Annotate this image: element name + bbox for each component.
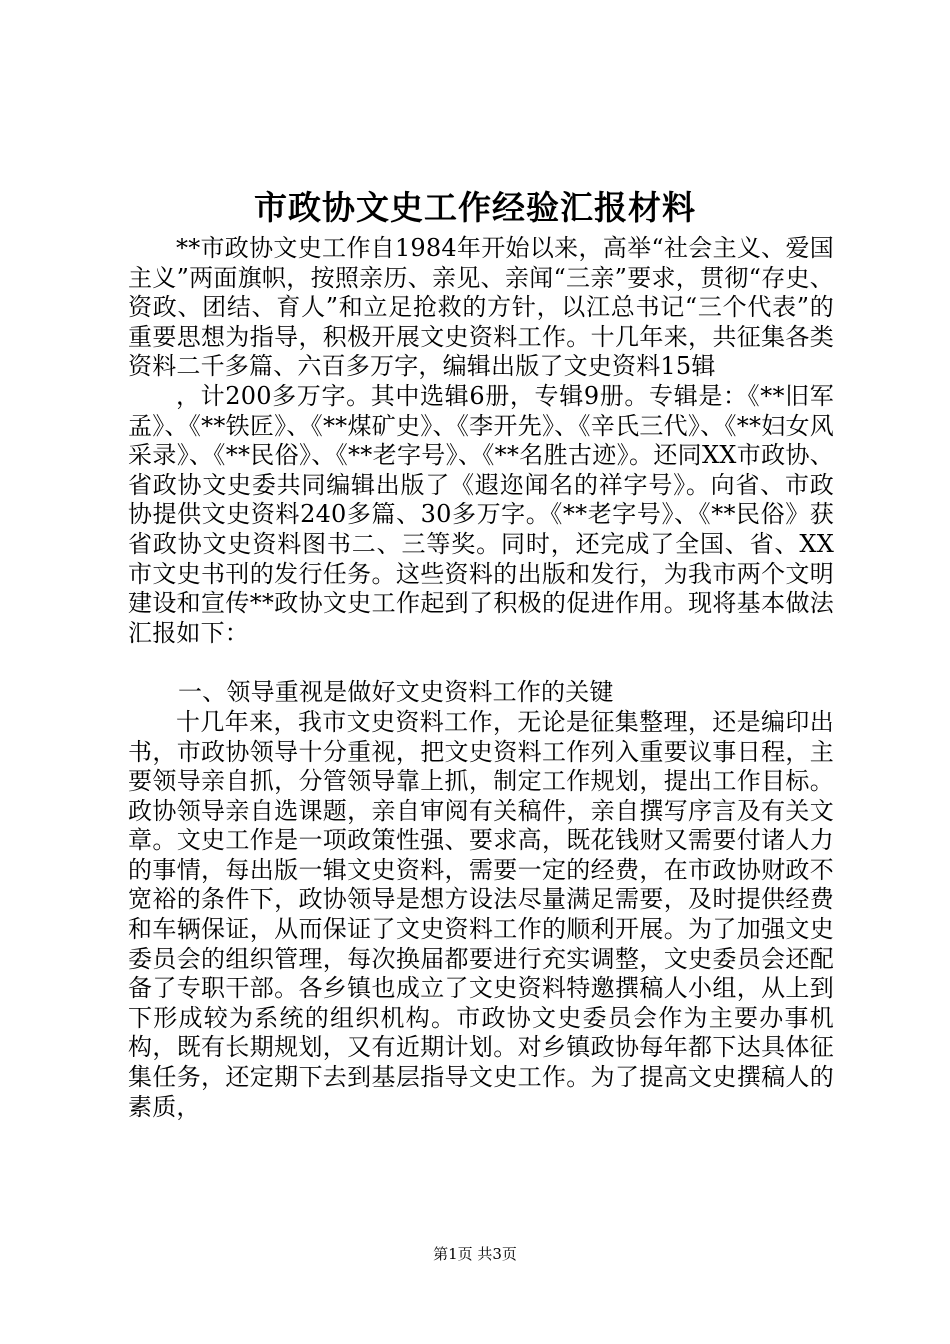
intro-paragraph-1: **市政协文史工作自1984年开始以来，高举“社会主义、爱国主义”两面旗帜，按照亲历、亲见、亲闻“三亲”要求，贯彻“存史、资政、团结、育人”和立足抢救的方针，以江总书记“三个代表”的重要思想为指导，积极开展文史资料工作。十几年来，共征集各类资料二千多篇、六百多万字，编辑出版了文史资料15辑 [128, 234, 834, 381]
page-number-footer: 第1页 共3页 [433, 1245, 517, 1263]
section-1-heading: 一、领导重视是做好文史资料工作的关键 [178, 678, 614, 707]
section-1-body: 十几年来，我市文史资料工作，无论是征集整理，还是编印出书，市政协领导十分重视，把文史资料工作列入重要议事日程，主要领导亲自抓，分管领导靠上抓，制定工作规划，提出工作目标。政协领导亲自选课题，亲自审阅有关稿件，亲自撰写序言及有关文章。文史工作是一项政策性强、要求高，既花钱财又需要付诸人力的事情，每出版一辑文史资料，需要一定的经费，在市政协财政不宽裕的条件下，政协领导是想方设法尽量满足需要，及时提供经费和车辆保证，从而保证了文史资料工作的顺利开展。为了加强文史委员会的组织管理，每次换届都要进行充实调整，文史委员会还配备了专职干部。各乡镇也成立了文史资料特邀撰稿人小组，从上到下形成较为系统的组织机构。市政协文史委员会作为主要办事机构，既有长期规划，又有近期计划。对乡镇政协每年都下达具体征集任务，还定期下去到基层指导文史工作。为了提高文史撰稿人的素质， [128, 707, 834, 1121]
document-title: 市政协文史工作经验汇报材料 [254, 188, 696, 227]
paragraph-spacer [128, 648, 834, 678]
document-body [128, 234, 834, 1122]
intro-paragraph-2: ，计200多万字。其中选辑6册，专辑9册。专辑是：《**旧军孟》、《**铁匠》、《**煤矿史》、《李开先》、《辛氏三代》、《**妇女风采录》、《**民俗》、《**老字号》、《**名胜古迹》。还同XX市政协、省政协文史委共同编辑出版了《遐迩闻名的祥字号》。向省、市政协提供文史资料240多篇、30多万字。《**老字号》、《**民俗》获省政协文史资料图书二、三等奖。同时，还完成了全国、省、XX市文史书刊的发行任务。这些资料的出版和发行，为我市两个文明建设和宣传**政协文史工作起到了积极的促进作用。现将基本做法汇报如下： [128, 381, 834, 647]
